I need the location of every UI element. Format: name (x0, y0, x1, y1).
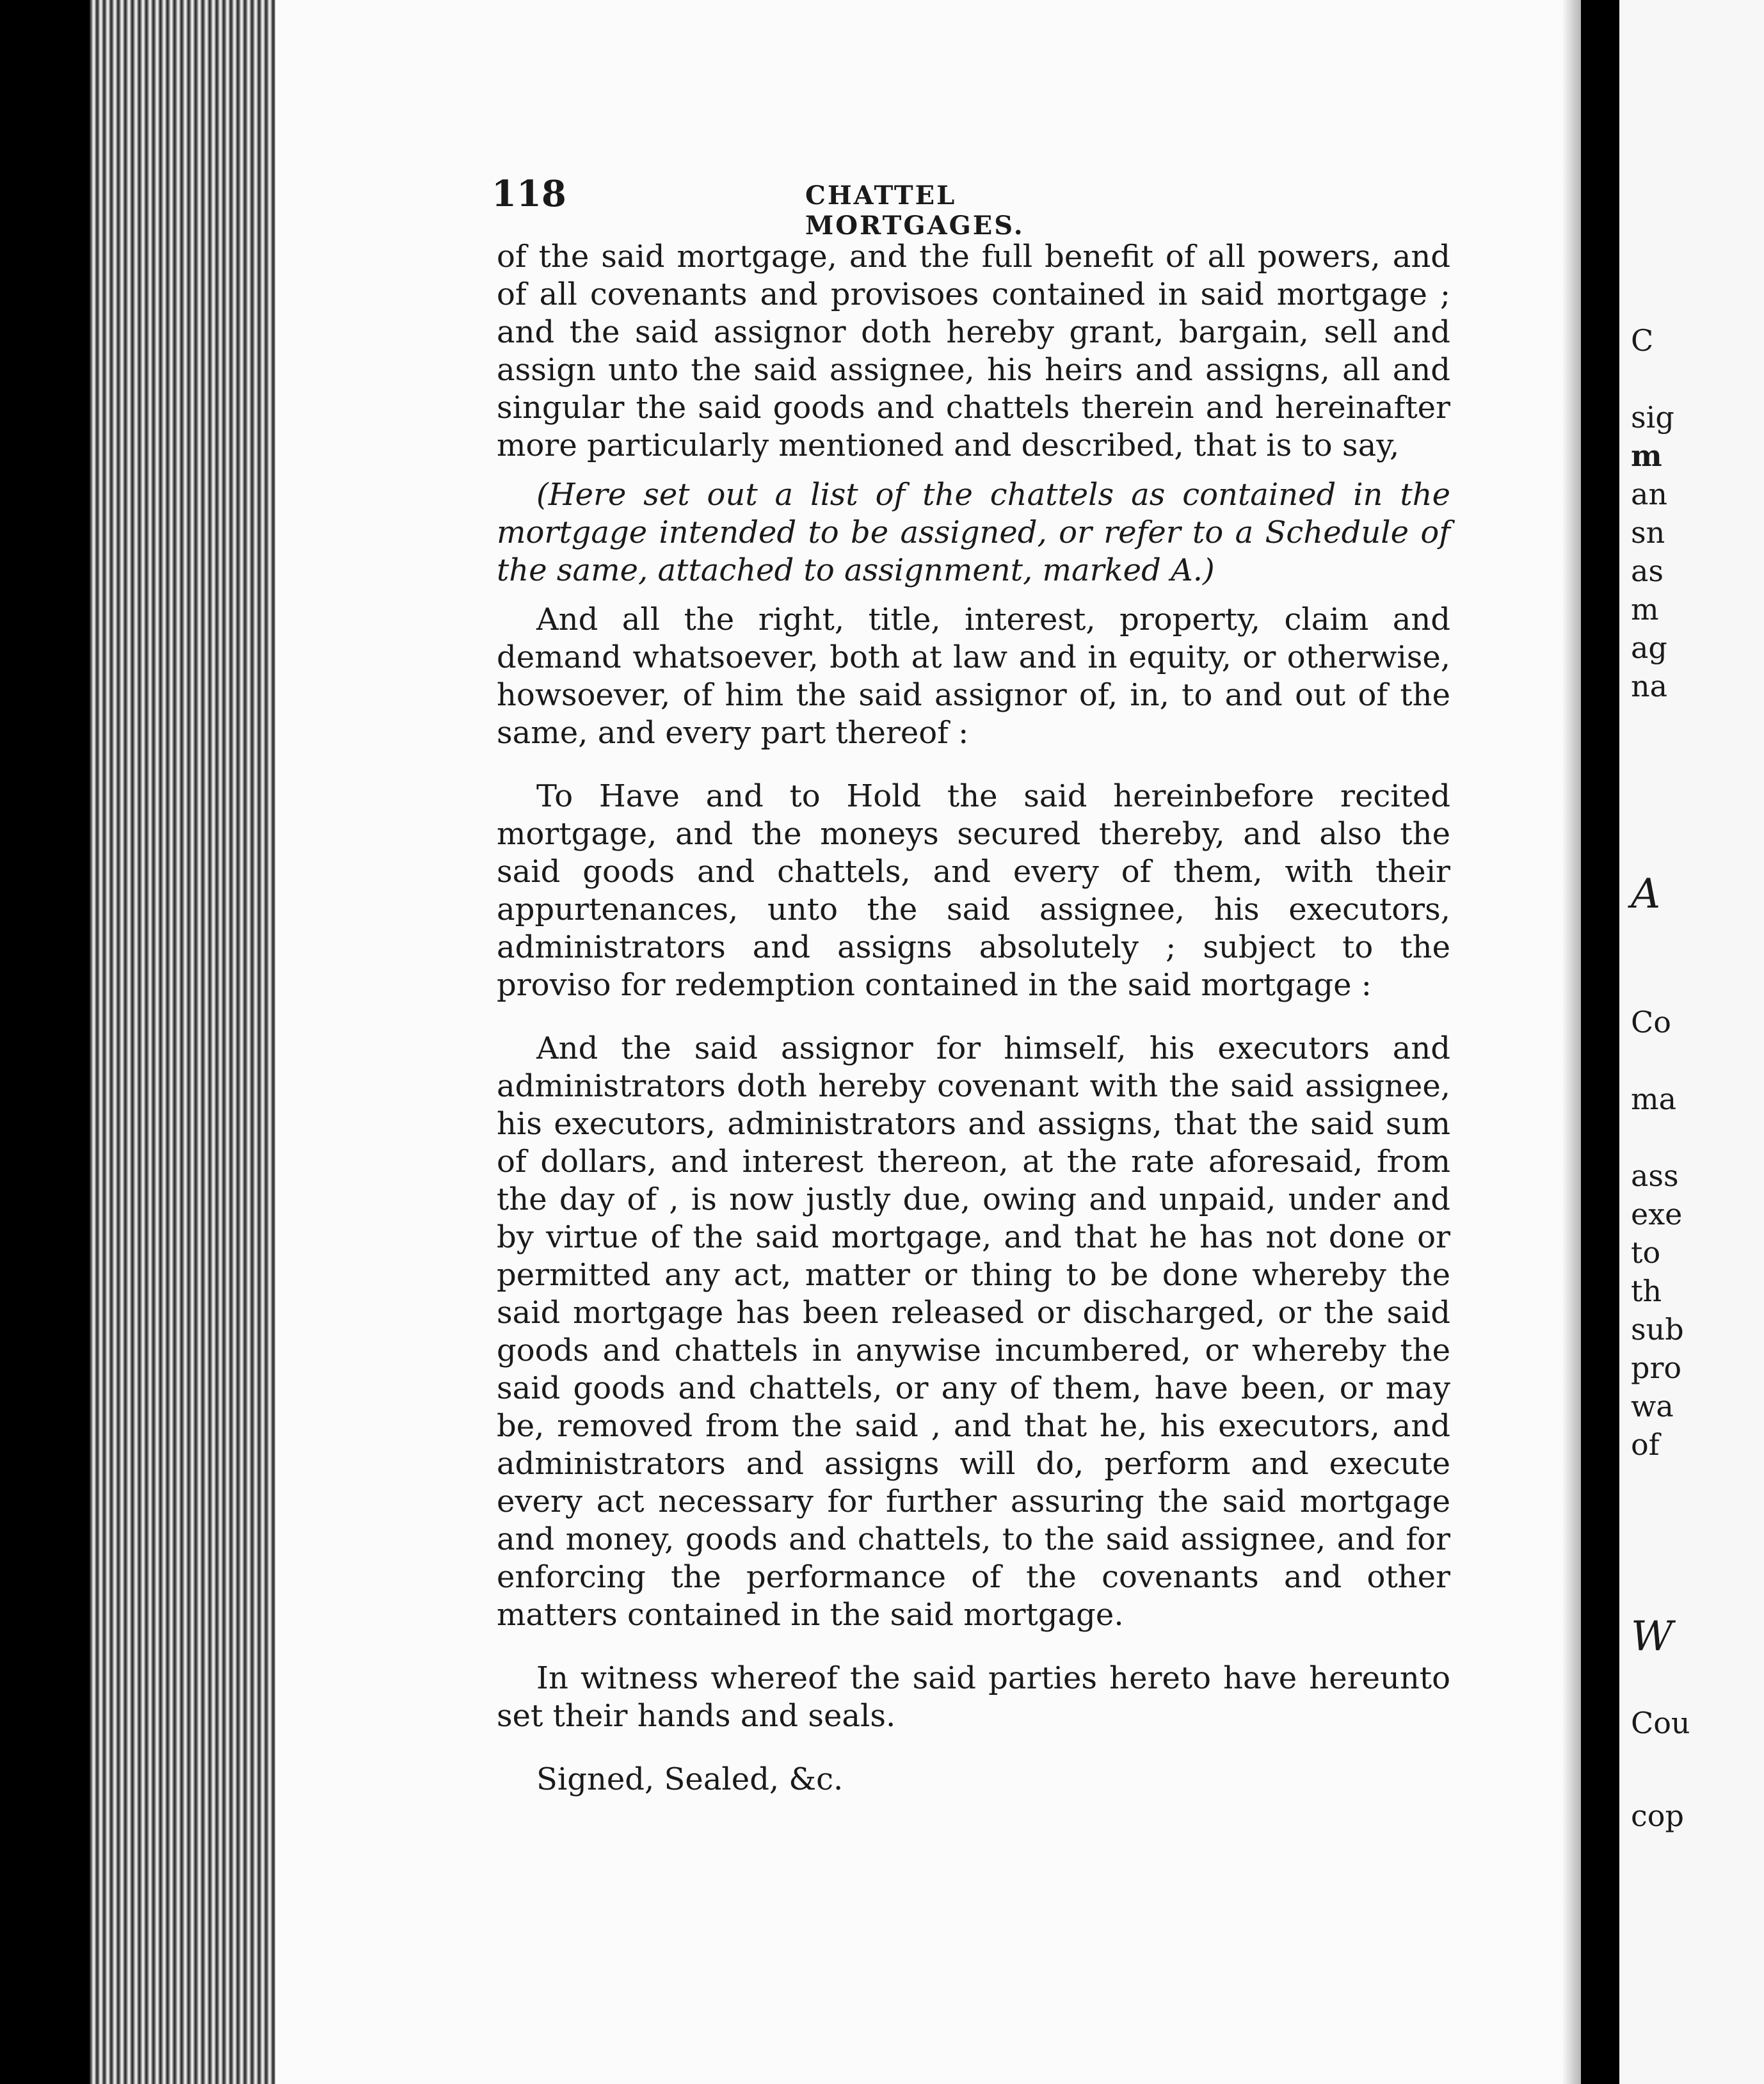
fragment-text: Co (1631, 1005, 1671, 1039)
paragraph-1: of the said mortgage, and the full benefit of all powers, and of all covenants and provisoes contained in said mortgage ; and the said assignor doth hereby grant, bargain, sell and assign unto the said assignee, his heirs and assigns, all and singular the said goods and chattels therein and hereinafter more particularly mentioned and described, that is to say, (497, 239, 1450, 463)
fragment-text: ma (1631, 1082, 1677, 1116)
habendum-paragraph: To Have and to Hold the said hereinbefore recited mortgage, and the moneys secured thereby, and also the said goods and chattels, and every of them, with their appurtenances, unto the said assignee, his executors, administrators and assigns absolutely ; subject to the proviso for redemption contained in the said mortgage : (497, 778, 1450, 1003)
fragment-text: an (1631, 477, 1668, 511)
fragment-text: ass (1631, 1158, 1679, 1193)
instruction-paragraph: (Here set out a list of the chattels as contained in the mortgage intended to be assigned, or refer to a Schedule of the same, attached to assignment, marked A.) (497, 477, 1450, 588)
fragment-text: ag (1631, 630, 1667, 665)
fragment-text: Cou (1631, 1706, 1690, 1740)
fragment-text: A (1631, 870, 1661, 918)
fragment-text: to (1631, 1235, 1661, 1270)
fragment-text: C (1631, 323, 1654, 358)
paragraph-3: And all the right, title, interest, property, claim and demand whatsoever, both at law and in equity, or otherwise, howsoever, of him the said assignor of, in, to and out of the same, and every part thereof : (497, 602, 1450, 751)
fragment-text: sub (1631, 1312, 1684, 1347)
fragment-text: wa (1631, 1389, 1674, 1423)
scan-border (0, 0, 90, 2084)
right-page (1619, 0, 1764, 2084)
fragment-text: sn (1631, 515, 1665, 550)
witness-paragraph: In witness whereof the said parties hereto have hereunto set their hands and seals. (497, 1660, 1450, 1734)
fragment-text: W (1631, 1613, 1673, 1660)
running-head: CHATTEL MORTGAGES. (805, 180, 1025, 241)
page-number: 118 (492, 173, 566, 215)
fragment-text: pro (1631, 1351, 1682, 1385)
fragment-text: m (1631, 438, 1662, 473)
page-header (492, 173, 1164, 241)
page-body (497, 238, 1450, 1799)
signature-line: Signed, Sealed, &c. (536, 1761, 844, 1797)
covenant-paragraph: And the said assignor for himself, his executors and administrators doth hereby covenant with the said assignee, his executors, administrators and assigns, that the said sum of dollars, and interest thereon, at the rate aforesaid, from the day of , is now justly due, owing and unpaid, under and by virtue of the said mortgage, and that he has not done or permitted any act, matter or thing to be done whereby the said mortgage has been released or discharged, or the said goods and chattels in anywise incumbered, or whereby the said goods and chattels, or any of them, have been, or may be, removed from the said , and that he, his executors, and administrators and assigns will do, perform and execute every act necessary for further assuring the said mortgage and money, goods and chattels, to the said assignee, and for enforcing the performance of the covenants and other matters contained in the said mortgage. (497, 1030, 1450, 1633)
fragment-text: m (1631, 592, 1659, 627)
fragment-text: th (1631, 1274, 1662, 1308)
fragment-text: na (1631, 669, 1668, 703)
fragment-text: sig (1631, 400, 1674, 435)
fragment-text: cop (1631, 1799, 1684, 1833)
fragment-text: exe (1631, 1197, 1683, 1231)
fragment-text: as (1631, 554, 1664, 588)
page-edges-stack (90, 0, 275, 2084)
book-spine (1581, 0, 1619, 2084)
fragment-text: of (1631, 1427, 1660, 1462)
